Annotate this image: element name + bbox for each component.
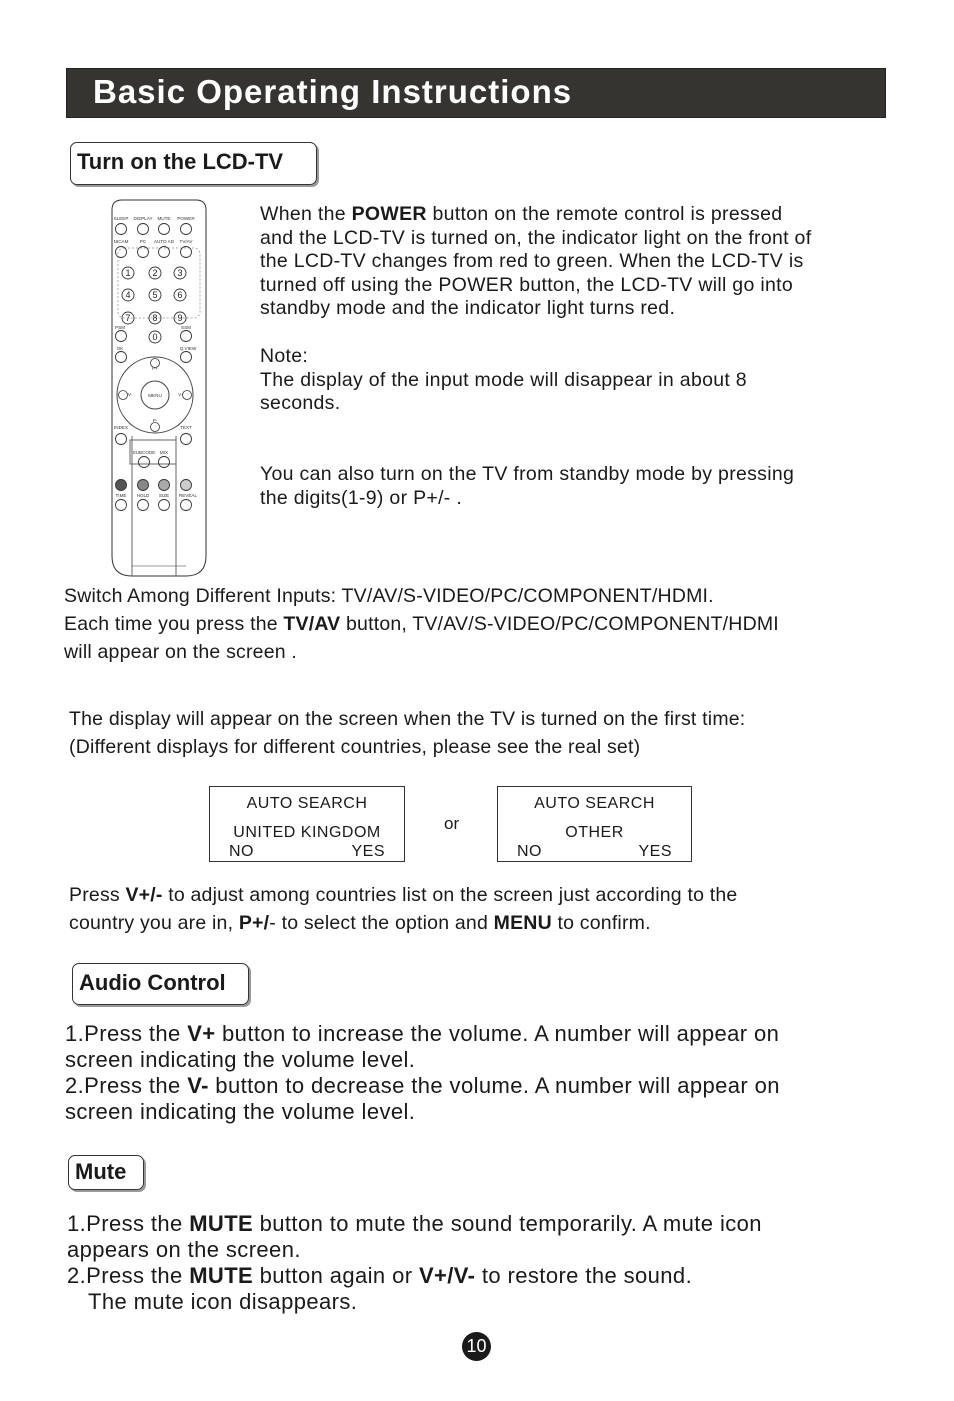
digit-1: 1 [125,268,131,278]
press-paragraph [69,881,929,937]
label-sleep: SLEEP [113,216,129,221]
page-title: Basic Operating Instructions [93,73,573,110]
remote-button [116,224,127,235]
press-a: Press [69,884,126,906]
mute-l3-a: 2.Press the [67,1263,190,1288]
label-nav-up: P+ [152,366,158,371]
label-nav-right: V+ [178,392,184,397]
audio-l1-a: 1.Press the [65,1021,188,1046]
display-line-1: The display will appear on the screen when the TV is turned on the first time: [69,708,746,730]
inputs-line-2 [64,610,944,638]
power-line-2: and the LCD-TV is turned on, the indicator light on the front of [260,226,812,249]
mute-line-3 [67,1263,947,1289]
label-nav-left: V- [127,392,133,397]
osd-no: NO [229,843,254,860]
label-menu: MENU [148,393,162,398]
remote-control-illustration [100,196,220,580]
vplus-keyword: V+ [187,1021,216,1046]
page-number: 10 [462,1332,491,1361]
osd-box-other [497,786,692,862]
audio-l1-b: button to increase the volume. A number will appear on [215,1021,780,1046]
power-line-3: the LCD-TV changes from red to green. When the LCD-TV is [260,250,804,272]
osd-country: UNITED KINGDOM [233,824,381,841]
label-nav-down: P- [152,418,158,423]
remote-button [159,224,170,235]
label-power: POWER [177,216,195,221]
remote-button [181,224,192,235]
inputs-paragraph [64,582,944,666]
label-display: DISPLAY [133,216,153,221]
remote-button [181,331,192,342]
note-line-1: The display of the input mode will disappear in about 8 [260,368,747,391]
remote-button [181,500,192,511]
label-subcode: SUBCODE [132,450,156,455]
inputs-line-1: Switch Among Different Inputs: TV/AV/S-VIDEO/PC/COMPONENT/HDMI. [64,585,714,607]
vpm-keyword: V+/- [125,884,163,906]
tvav-keyword: TV/AV [283,613,341,635]
label-ssm: SSM [181,325,191,330]
osd-title: AUTO SEARCH [246,795,368,812]
remote-button [116,500,127,511]
section-title-mute: Mute [68,1155,144,1190]
section-title-audio: Audio Control [72,963,249,1005]
mute-l1-a: 1.Press the [67,1211,190,1236]
label-pc: PC [139,239,147,244]
remote-button [138,500,149,511]
press-e: - to select the option and [269,912,494,934]
osd-no: NO [517,843,542,860]
press-f: to confirm. [551,912,651,934]
remote-button [116,247,127,258]
standby-line-1: You can also turn on the TV from standby mode by pressing [260,463,795,485]
label-size: SIZE [158,493,170,498]
remote-button [116,331,127,342]
remote-button [139,457,150,468]
osd-title: AUTO SEARCH [534,795,655,812]
press-line-1 [69,881,929,909]
display-paragraph [69,705,929,761]
menu-keyword: MENU [493,912,552,934]
ppm-keyword: P+/ [238,912,270,934]
label-tvav: TV/AV [179,239,193,244]
label-mix: MIX [159,450,169,455]
audio-paragraph [65,1021,945,1125]
audio-line-1 [65,1021,945,1047]
remote-button [159,457,170,468]
note-line-2: seconds. [260,392,341,414]
note-paragraph [260,345,920,416]
press-d: country you are in, [69,912,239,934]
remote-button [159,500,170,511]
inputs-line-2-a: Each time you press the [64,613,284,635]
remote-button [159,480,170,491]
power-paragraph [260,203,920,321]
label-psm: PSM [115,325,125,330]
remote-button [181,434,192,445]
remote-nav-button [119,391,128,400]
osd-yes: YES [351,843,385,860]
remote-nav-button [151,423,160,432]
digit-5: 5 [152,290,158,300]
power-line-1-a: When the [260,203,352,225]
note-label: Note: [260,345,309,367]
label-time: TIME [115,493,127,498]
label-reveal: REVEAL [178,493,198,498]
mute-l1-b: button to mute the sound temporarily. A mute icon [253,1211,762,1236]
vpm-keyword-2: V+/V- [418,1263,476,1288]
section-title-power: Turn on the LCD-TV [70,142,317,185]
label-qview: Q.VIEW [179,346,197,351]
label-mute: MUTE [157,216,171,221]
label-auto-ad: AUTO AD [153,239,175,244]
osd-box-uk [209,786,405,862]
power-line-5: standby mode and the indicator light turns red. [260,297,676,319]
power-line-1 [260,203,920,227]
remote-button [181,480,192,491]
press-c: to adjust among countries list on the screen just according to the [162,884,738,906]
remote-button [138,480,149,491]
label-ok: OK [116,346,124,351]
mute-keyword-2: MUTE [189,1263,254,1288]
press-line-2 [69,909,929,937]
label-index: INDEX [113,425,129,430]
remote-button [116,480,127,491]
power-keyword: POWER [351,203,427,225]
osd-yes: YES [638,843,672,860]
mute-line-4: The mute icon disappears. [88,1289,358,1314]
vminus-keyword: V- [187,1073,209,1098]
digit-0: 0 [152,332,158,342]
standby-line-2: the digits(1-9) or P+/- . [260,486,463,509]
remote-button [116,434,127,445]
audio-line-4: screen indicating the volume level. [65,1099,416,1124]
remote-button [138,247,149,258]
remote-button [181,352,192,363]
osd-country: OTHER [565,824,624,841]
label-hold: HOLD [136,493,150,498]
mute-l3-b: button again or [253,1263,419,1288]
digit-9: 9 [177,313,183,323]
mute-keyword: MUTE [189,1211,254,1236]
digit-6: 6 [177,290,183,300]
power-line-4: turned off using the POWER button, the LCD-TV will go into [260,273,793,296]
digit-8: 8 [152,313,158,323]
digit-3: 3 [177,268,183,278]
digit-7: 7 [125,313,131,323]
display-line-2: (Different displays for different countries, please see the real set) [69,736,641,758]
label-text: TEXT [180,425,192,430]
header-banner [66,68,886,118]
audio-l3-a: 2.Press the [65,1073,188,1098]
audio-l3-b: button to decrease the volume. A number will appear on [208,1073,780,1098]
mute-l3-c: to restore the sound. [475,1263,693,1288]
standby-paragraph [260,463,920,510]
inputs-line-3: will appear on the screen . [64,641,298,663]
mute-paragraph [67,1211,947,1315]
digit-2: 2 [152,268,158,278]
audio-line-3 [65,1073,945,1099]
power-line-1-b: button on the remote control is pressed [426,203,783,225]
label-nicam: NICAM [113,239,129,244]
mute-line-2: appears on the screen. [67,1237,301,1262]
or-label: or [444,814,460,833]
mute-line-1 [67,1211,947,1237]
remote-button [138,224,149,235]
audio-line-2: screen indicating the volume level. [65,1047,416,1072]
inputs-line-2-b: button, TV/AV/S-VIDEO/PC/COMPONENT/HDMI [340,613,779,635]
remote-button [116,352,127,363]
digit-4: 4 [125,290,131,300]
